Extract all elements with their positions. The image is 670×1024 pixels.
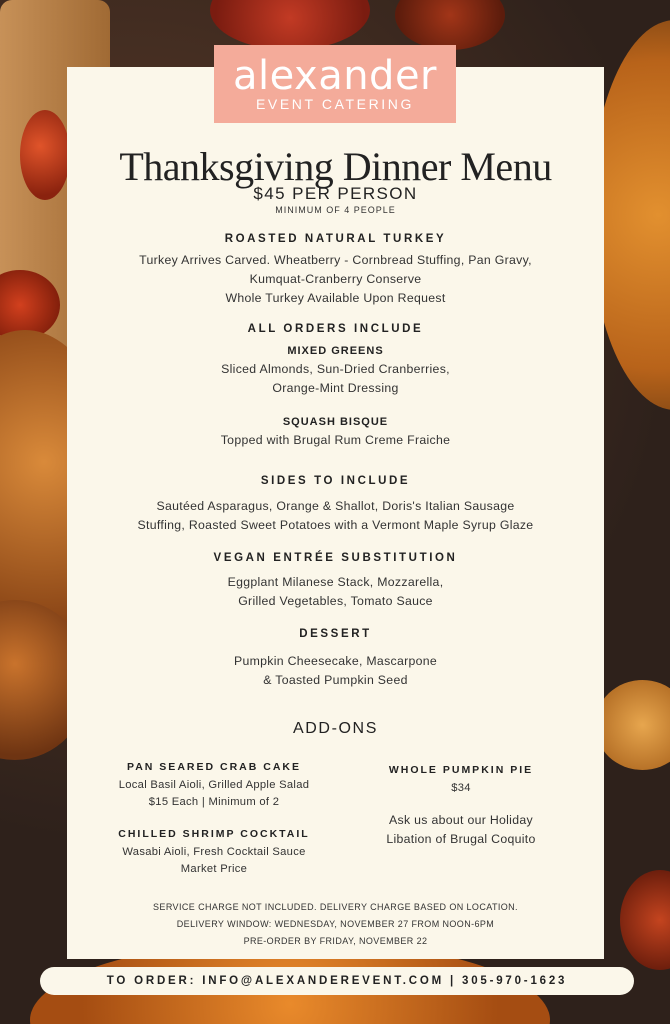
turkey-line-1: Turkey Arrives Carved. Wheatberry - Cornbread Stuffing, Pan Gravy, <box>139 253 532 267</box>
all-orders-heading: ALL ORDERS INCLUDE <box>247 323 424 335</box>
shrimp-cocktail-line-1: Wasabi Aioli, Fresh Cocktail Sauce <box>122 846 306 858</box>
pumpkin-pie-item <box>350 764 572 797</box>
vegan-section <box>67 552 604 611</box>
sides-section <box>67 475 604 535</box>
addons-title: ADD-ONS <box>293 720 378 737</box>
bisque-line-1: Topped with Brugal Rum Creme Fraiche <box>220 433 451 447</box>
dessert-heading: DESSERT <box>299 628 372 640</box>
apple-image-2 <box>620 870 670 970</box>
shrimp-cocktail-item <box>89 828 339 877</box>
turkey-section <box>67 233 604 308</box>
libation-note <box>350 811 572 849</box>
turkey-line-3: Whole Turkey Available Upon Request <box>225 291 446 305</box>
berries-image <box>20 110 70 200</box>
logo-name: alexander <box>232 53 437 99</box>
apple-image <box>210 0 370 50</box>
greens-line-2: Orange-Mint Dressing <box>272 381 399 395</box>
footnote <box>67 899 604 950</box>
shrimp-cocktail-name: CHILLED SHRIMP COCKTAIL <box>118 828 310 840</box>
footnote-line-1: SERVICE CHARGE NOT INCLUDED. DELIVERY CHARGE BASED ON LOCATION. <box>153 902 518 912</box>
sides-heading: SIDES TO INCLUDE <box>260 475 411 487</box>
crab-cake-item <box>89 761 339 810</box>
alexander-logo <box>214 45 456 123</box>
bread-image <box>595 680 670 770</box>
all-orders-section <box>67 323 604 450</box>
turkey-heading: ROASTED NATURAL TURKEY <box>224 233 447 245</box>
menu-card <box>67 67 604 959</box>
sides-line-1: Sautéed Asparagus, Orange & Shallot, Doris's Italian Sausage <box>156 499 515 513</box>
footnote-line-2: DELIVERY WINDOW: WEDNESDAY, NOVEMBER 27 FROM NOON-6PM <box>176 919 495 929</box>
greens-name: MIXED GREENS <box>287 345 384 357</box>
crab-cake-line-2: $15 Each | Minimum of 2 <box>148 795 280 808</box>
bisque-name: SQUASH BISQUE <box>282 416 389 428</box>
dessert-line-2: & Toasted Pumpkin Seed <box>263 673 408 687</box>
crab-cake-line-1: Local Basil Aioli, Grilled Apple Salad <box>118 779 310 791</box>
pumpkin-pie-price: $34 <box>451 782 471 794</box>
sides-line-2: Stuffing, Roasted Sweet Potatoes with a Vermont Maple Syrup Glaze <box>137 518 534 532</box>
pumpkin-pie-name: WHOLE PUMPKIN PIE <box>388 764 534 776</box>
vegan-line-1: Eggplant Milanese Stack, Mozzarella, <box>227 575 444 589</box>
crab-cake-name: PAN SEARED CRAB CAKE <box>127 761 301 773</box>
footnote-line-3: PRE-ORDER BY FRIDAY, NOVEMBER 22 <box>243 936 428 946</box>
libation-line-2: Libation of Brugal Coquito <box>386 832 536 846</box>
menu-title: Thanksgiving Dinner Menu <box>119 144 552 189</box>
shrimp-cocktail-line-2: Market Price <box>180 862 248 875</box>
dessert-line-1: Pumpkin Cheesecake, Mascarpone <box>233 654 438 668</box>
leaf-image <box>395 0 505 50</box>
logo-subtitle: EVENT CATERING <box>255 96 414 112</box>
price: $45 PER PERSON <box>253 184 418 203</box>
minimum-note: MINIMUM OF 4 PEOPLE <box>275 205 396 215</box>
order-contact-bar: TO ORDER: INFO@ALEXANDEREVENT.COM | 305-970-1623 <box>40 967 634 995</box>
greens-line-1: Sliced Almonds, Sun-Dried Cranberries, <box>221 362 450 376</box>
dessert-section <box>67 628 604 690</box>
libation-line-1: Ask us about our Holiday <box>389 813 533 827</box>
vegan-heading: VEGAN ENTRÉE SUBSTITUTION <box>213 552 458 564</box>
vegan-line-2: Grilled Vegetables, Tomato Sauce <box>238 594 433 608</box>
turkey-line-2: Kumquat-Cranberry Conserve <box>249 272 422 286</box>
